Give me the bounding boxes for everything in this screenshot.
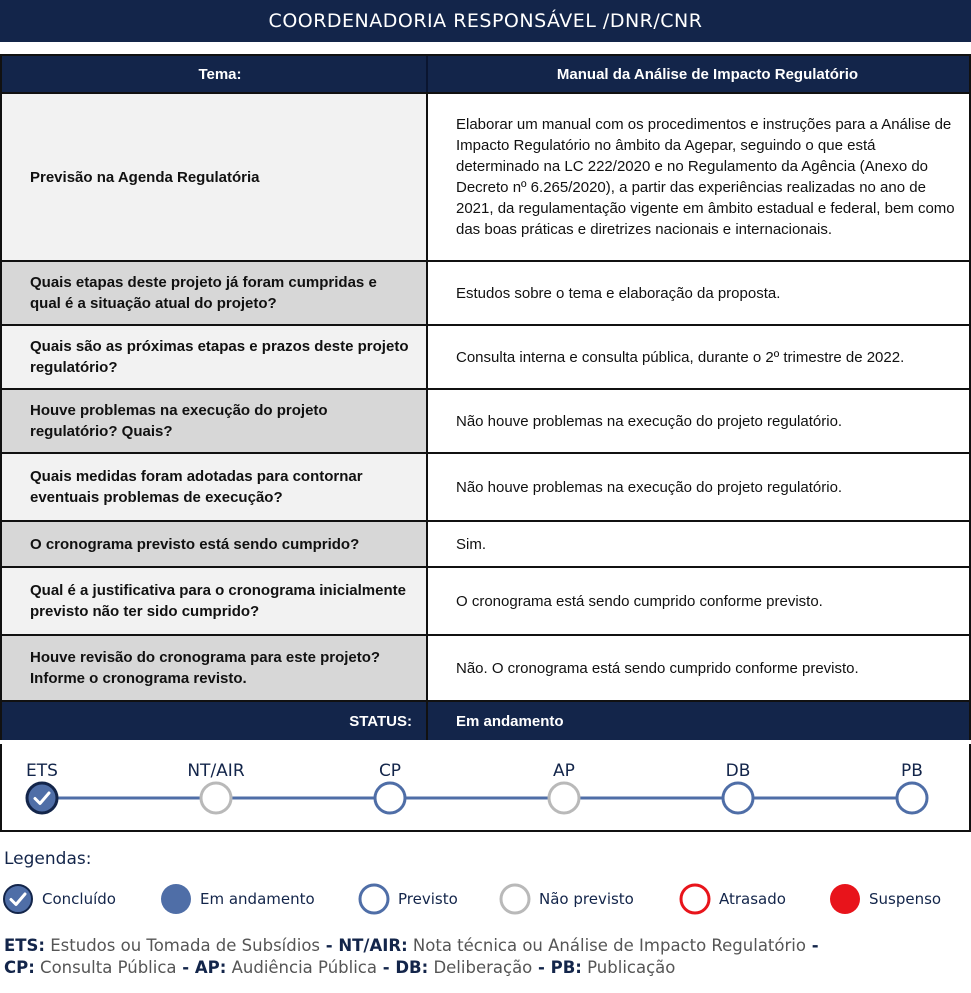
answer-cell: Não houve problemas na execução do projeto regulatório.: [456, 412, 843, 430]
abbr-code: AP:: [194, 958, 227, 977]
stage-label: NT/AIR: [187, 761, 245, 781]
legend-label: Atrasado: [719, 890, 786, 908]
question-cell: Quais medidas foram adotadas para contornar eventuais problemas de execução?: [2, 454, 428, 520]
answer-cell: Sim.: [456, 535, 486, 553]
answer-cell: Não houve problemas na execução do projeto regulatório.: [456, 478, 843, 496]
legend-label: Previsto: [398, 890, 458, 908]
abbr-desc: Audiência Pública: [226, 958, 377, 977]
abbr-code: CP:: [4, 958, 35, 977]
outline-circle-icon: [358, 883, 390, 915]
stage-node-previsto: [375, 783, 405, 813]
stage-node-nao-previsto: [549, 783, 579, 813]
stage-timeline: [0, 744, 971, 832]
abbr-code: NT/AIR:: [338, 936, 408, 955]
table-row: [2, 636, 969, 702]
question-cell: Quais etapas deste projeto já foram cumpridas e qual é a situação atual do projeto?: [2, 262, 428, 324]
legend-item-nao-previsto: [499, 883, 634, 915]
table-row: [2, 326, 969, 390]
timeline-graphic: [2, 744, 969, 830]
abbreviations-footnote: [4, 935, 964, 979]
status-row: [2, 702, 969, 740]
abbr-separator: -: [532, 958, 551, 977]
abbr-separator: -: [805, 936, 819, 955]
answer-cell: Não. O cronograma está sendo cumprido conforme previsto.: [456, 659, 859, 677]
question-cell: Quais são as próximas etapas e prazos deste projeto regulatório?: [2, 326, 428, 388]
abbr-desc: Nota técnica ou Análise de Impacto Regulatório: [407, 936, 806, 955]
stage-node-nao-previsto: [201, 783, 231, 813]
legend-label: Suspenso: [869, 890, 942, 908]
legend-label: Concluído: [42, 890, 116, 908]
abbr-desc: Deliberação: [428, 958, 533, 977]
table-row: [2, 568, 969, 636]
stage-label: AP: [553, 761, 575, 781]
stage-label: ETS: [26, 761, 58, 781]
abbr-desc: Consulta Pública: [34, 958, 177, 977]
theme-value: Manual da Análise de Impacto Regulatório: [428, 56, 969, 92]
status-badge: Em andamento: [456, 712, 564, 730]
question-cell: Houve revisão do cronograma para este projeto? Informe o cronograma revisto.: [2, 636, 428, 700]
stage-label: PB: [901, 761, 923, 781]
question-cell: Houve problemas na execução do projeto regulatório? Quais?: [2, 390, 428, 452]
answer-cell: Consulta interna e consulta pública, durante o 2º trimestre de 2022.: [456, 348, 905, 366]
answer-cell: O cronograma está sendo cumprido conforme previsto.: [456, 592, 823, 610]
abbr-desc: Publicação: [581, 958, 676, 977]
abbr-code: DB:: [395, 958, 429, 977]
legend-item-previsto: [358, 883, 458, 915]
question-cell: Qual é a justificativa para o cronograma inicialmente previsto não ter sido cumprido?: [2, 568, 428, 634]
question-cell: Previsão na Agenda Regulatória: [2, 94, 428, 260]
abbr-desc: Estudos ou Tomada de Subsídios: [45, 936, 321, 955]
legend-label: Não previsto: [539, 890, 634, 908]
legend-item-atrasado: [679, 883, 786, 915]
question-cell: O cronograma previsto está sendo cumprido?: [2, 522, 428, 566]
table-row: [2, 390, 969, 454]
status-label: STATUS:: [2, 702, 428, 740]
stage-node-concluido: [27, 783, 57, 813]
abbr-code: ETS:: [4, 936, 46, 955]
stage-node-previsto: [897, 783, 927, 813]
answer-cell: Elaborar um manual com os procedimentos e instruções para a Análise de Impacto Regulatório no âmbito da Agepar, seguindo o que está determinado na LC 222/2020 e no Regulamento da Agência (Anexo do Decreto nº 6.265/2020), a partir das experiências realizadas no ano de 2021, da regulamentação vigente em âmbito estadual e federal, bem como das boas práticas e diretrizes nacionais e internacionais.: [456, 116, 955, 238]
legend-item-suspenso: [829, 883, 941, 915]
stage-label: CP: [378, 761, 402, 781]
legend-title: Legendas:: [4, 849, 92, 869]
table-row: [2, 454, 969, 522]
answer-cell: Estudos sobre o tema e elaboração da proposta.: [456, 284, 781, 302]
gray-circle-icon: [499, 883, 531, 915]
legend-label: Em andamento: [200, 890, 315, 908]
page-title: COORDENADORIA RESPONSÁVEL /DNR/CNR: [0, 0, 971, 42]
project-table: [0, 54, 971, 740]
table-row: [2, 94, 969, 262]
abbr-separator: -: [320, 936, 339, 955]
stage-node-previsto: [723, 783, 753, 813]
abbr-separator: -: [376, 958, 396, 977]
abbr-separator: -: [176, 958, 195, 977]
red-filled-circle-icon: [829, 883, 861, 915]
filled-circle-icon: [160, 883, 192, 915]
theme-label: Tema:: [2, 56, 428, 92]
legend-item-concluido: [2, 883, 116, 915]
table-row: [2, 262, 969, 326]
legend-item-em-andamento: [160, 883, 315, 915]
check-circle-icon: [2, 883, 34, 915]
red-outline-circle-icon: [679, 883, 711, 915]
table-header-row: [2, 56, 969, 94]
abbr-code: PB:: [550, 958, 582, 977]
table-row: [2, 522, 969, 568]
stage-label: DB: [725, 761, 751, 781]
